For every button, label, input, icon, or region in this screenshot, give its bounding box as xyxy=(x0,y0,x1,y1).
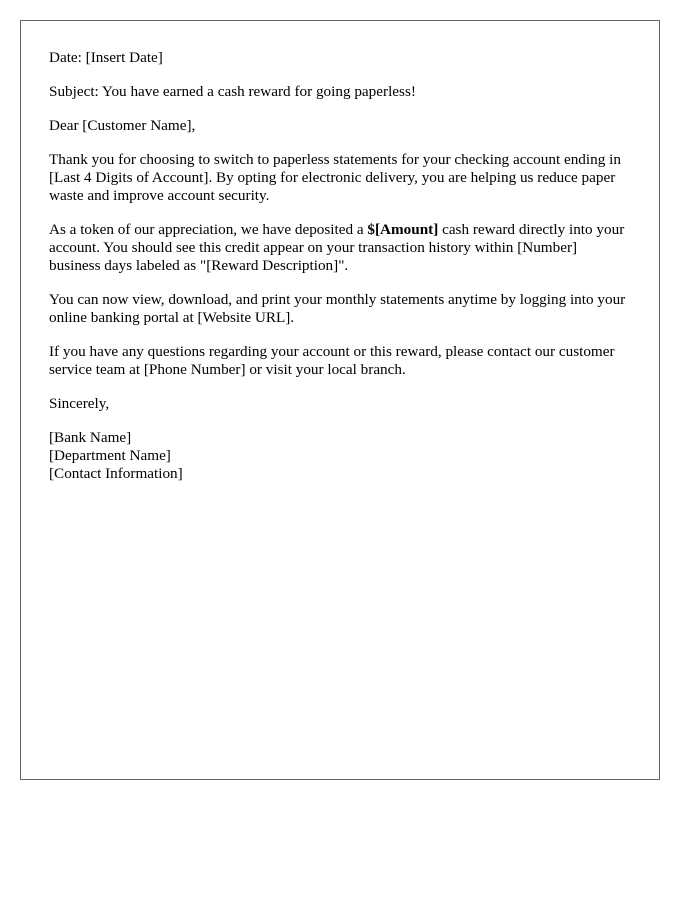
reward-amount: $[Amount] xyxy=(367,221,439,238)
department-name: [Department Name] xyxy=(49,447,171,464)
salutation: Dear [Customer Name], xyxy=(49,117,196,134)
closing: Sincerely, xyxy=(49,395,110,412)
body-paragraph-reward xyxy=(49,221,631,275)
bank-name: [Bank Name] xyxy=(49,429,132,446)
body-paragraph-contact: If you have any questions regarding your account or this reward, please contact our customer service team at [Phone Number] or visit your local branch. xyxy=(49,343,615,378)
body-paragraph-statements: You can now view, download, and print your monthly statements anytime by logging into your online banking portal at [Website URL]. xyxy=(49,291,626,326)
date-line: Date: [Insert Date] xyxy=(49,49,163,66)
letter-page xyxy=(20,20,660,780)
body-paragraph-paperless: Thank you for choosing to switch to paperless statements for your checking account ending in [Last 4 Digits of Account]. By opting for electronic delivery, you are helping us reduce paper waste and improve account security. xyxy=(49,151,621,204)
subject-line: Subject: You have earned a cash reward for going paperless! xyxy=(49,83,416,100)
reward-text-before-amount: As a token of our appreciation, we have deposited a xyxy=(49,221,368,238)
reward-text-after-amount: cash reward directly into your account. You should see this credit appear on your transaction history within [Number] business days labeled as "[Reward Description]". xyxy=(49,221,625,274)
signature-block xyxy=(49,429,631,483)
contact-information: [Contact Information] xyxy=(49,465,183,482)
